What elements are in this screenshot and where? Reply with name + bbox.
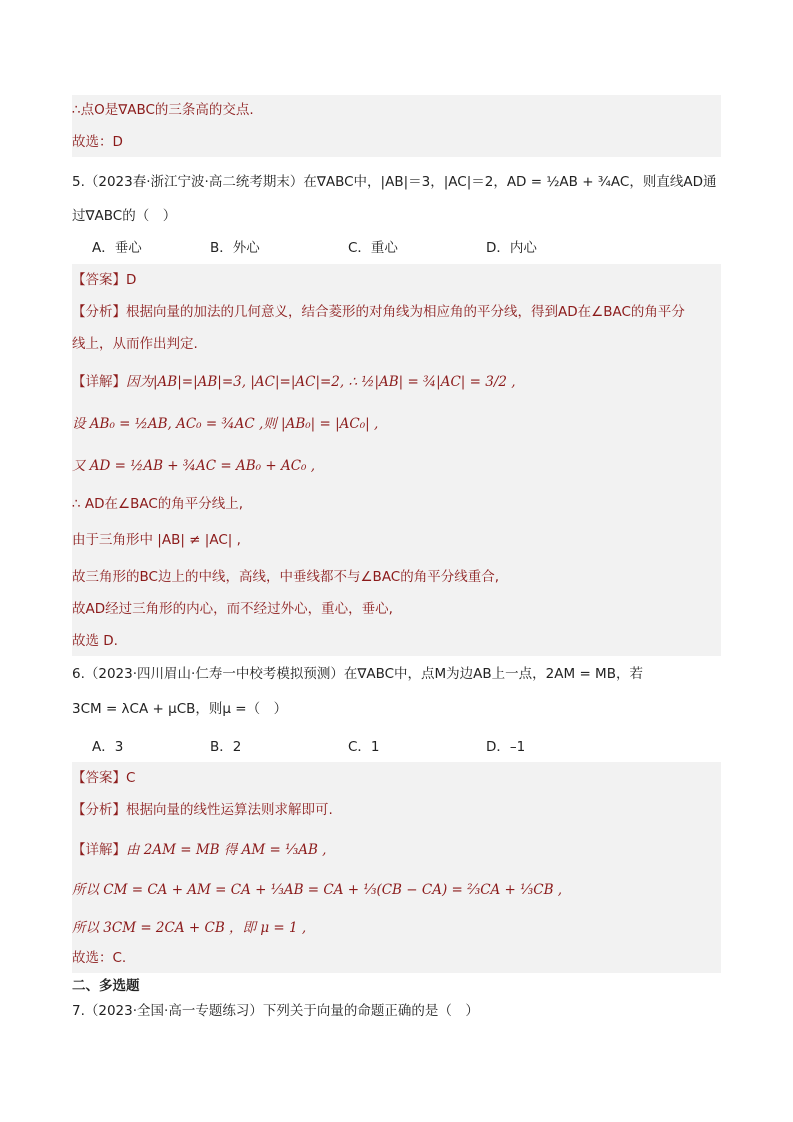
solution-block-q6 xyxy=(72,762,721,973)
q5-answer xyxy=(72,270,136,290)
detail-tag: 【详解】 xyxy=(72,842,126,858)
q5-detail-line5: 由于三角形中 |AB| ≠ |AC| , xyxy=(72,532,241,548)
q6-detail-line1 xyxy=(72,840,326,860)
q6-detail-line4: 故选：C. xyxy=(72,950,127,966)
q5-option-a: A．垂心 xyxy=(92,240,142,256)
q5-stem-line1: 5.（2023春·浙江宁波·高二统考期末）在∇ABC中，|AB|＝3，|AC|＝2，AD = ½AB + ¾AC，则直线AD通 xyxy=(72,174,717,190)
q7-stem-line1: 7.（2023·全国·高一专题练习）下列关于向量的命题正确的是（ ） xyxy=(72,1003,479,1019)
analysis-tag: 【分析】 xyxy=(72,304,126,320)
answer-value: D xyxy=(126,272,137,288)
answer-tag: 【答案】 xyxy=(72,272,126,288)
analysis-text: 根据向量的线性运算法则求解即可. xyxy=(126,802,333,818)
q5-option-b: B．外心 xyxy=(210,240,260,256)
q6-stem-line1: 6.（2023·四川眉山·仁寿一中校考模拟预测）在∇ABC中，点M为边AB上一点，2AM = MB，若 xyxy=(72,666,643,682)
q5-option-d: D．内心 xyxy=(486,240,537,256)
q6-option-c: C．1 xyxy=(348,739,380,755)
q5-detail-line8: 故选 D. xyxy=(72,633,118,649)
q5-analysis-line2: 线上，从而作出判定. xyxy=(72,336,198,352)
q5-stem-line2: 过∇ABC的（ ） xyxy=(72,208,177,224)
q6-answer xyxy=(72,768,135,788)
q5-detail-line2: 设 AB₀ = ½AB, AC₀ = ¾AC ,则 |AB₀| = |AC₀| , xyxy=(72,416,379,432)
analysis-text: 根据向量的加法的几何意义，结合菱形的对角线为相应角的平分线，得到AD在∠BAC的角平分 xyxy=(126,304,685,320)
q5-detail-line6: 故三角形的BC边上的中线，高线，中垂线都不与∠BAC的角平分线重合, xyxy=(72,569,500,585)
q6-option-b: B．2 xyxy=(210,739,242,755)
q5-detail-line1 xyxy=(72,372,516,392)
section-title: 二、多选题 xyxy=(72,978,140,994)
detail-text: 因为|AB|=|AB|=3, |AC|=|AC|=2, ∴ ½|AB| = ¾|AC| = 3/2 , xyxy=(126,374,516,390)
detail-tag: 【详解】 xyxy=(72,374,126,390)
detail-text: 由 2AM = MB 得 AM = ⅓AB , xyxy=(126,842,327,858)
q6-option-a: A．3 xyxy=(92,739,124,755)
q5-detail-line3: 又 AD = ½AB + ¾AC = AB₀ + AC₀ , xyxy=(72,458,316,474)
q6-stem-line2: 3CM = λCA + μCB，则μ =（ ） xyxy=(72,701,288,717)
q6-detail-line2: 所以 CM = CA + AM = CA + ⅓AB = CA + ⅓(CB − CA) = ⅔CA + ⅓CB , xyxy=(72,882,563,898)
q5-detail-line4: ∴ AD在∠BAC的角平分线上, xyxy=(72,496,244,512)
q6-analysis-line1 xyxy=(72,800,333,820)
analysis-tag: 【分析】 xyxy=(72,802,126,818)
q5-option-c: C．重心 xyxy=(348,240,398,256)
q4-conclusion: ∴点O是∇ABC的三条高的交点. xyxy=(72,102,254,118)
q4-choice: 故选：D xyxy=(72,134,123,150)
q6-detail-line3: 所以 3CM = 2CA + CB ，即 μ = 1 , xyxy=(72,920,307,936)
q6-option-d: D．–1 xyxy=(486,739,526,755)
answer-tag: 【答案】 xyxy=(72,770,126,786)
answer-value: C xyxy=(126,770,136,786)
q5-analysis-line1 xyxy=(72,302,685,322)
q5-detail-line7: 故AD经过三角形的内心，而不经过外心，重心，垂心, xyxy=(72,601,393,617)
